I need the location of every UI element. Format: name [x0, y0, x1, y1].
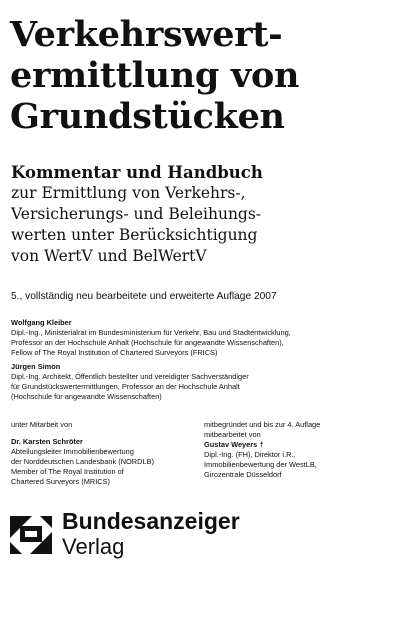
contributor-intro: mitbearbeitet von [204, 430, 261, 439]
contributor-line: Girozentrale Düsseldorf [204, 470, 282, 479]
publisher-subname: Verlag [62, 534, 125, 559]
author-name: Wolfgang Kleiber [11, 318, 72, 327]
main-title [10, 14, 402, 137]
author-credential-line: Dipl.-Ing. Architekt, Öffentlich bestellter und vereidigter Sachverständiger [11, 372, 249, 381]
subtitle-line: werten unter Berücksichtigung [11, 226, 258, 244]
contributor-line: der Norddeutschen Landesbank (NORDLB) [11, 457, 154, 466]
publisher-name: Bundesanzeiger [62, 508, 240, 534]
contributor-left [11, 420, 191, 487]
author-credential-line: Professor an der Hochschule Anhalt (Hochschule für angewandte Wissenschaften), [11, 338, 284, 347]
main-title-line: Verkehrswert- [10, 14, 283, 55]
author-credential-line: für Grundstückswertermittlungen, Professor an der Hochschule Anhalt [11, 382, 240, 391]
contributor-line: Dipl.-Ing. (FH), Direktor i.R., [204, 450, 296, 459]
subtitle [11, 162, 403, 267]
authors-block [11, 318, 403, 402]
bundesanzeiger-logo-icon [8, 512, 54, 558]
main-title-line: Grundstücken [10, 96, 285, 137]
contributor-name: Gustav Weyers † [204, 440, 264, 449]
edition-note: 5., vollständig neu bearbeitete und erweiterte Auflage 2007 [11, 291, 277, 302]
subtitle-line: zur Ermittlung von Verkehrs-, [11, 184, 246, 202]
contributor-line: Member of The Royal Institution of [11, 467, 124, 476]
subtitle-line: von WertV und BelWertV [11, 247, 207, 265]
contributor-intro: mitbegründet und bis zur 4. Auflage [204, 420, 321, 429]
author-credential-line: Fellow of The Royal Institution of Chartered Surveyors (FRICS) [11, 348, 218, 357]
main-title-line: ermittlung von [10, 55, 300, 96]
contributor-name: Dr. Karsten Schröter [11, 437, 83, 446]
contributor-right [204, 420, 404, 480]
subtitle-heading: Kommentar und Handbuch [11, 163, 263, 182]
publisher-block [8, 508, 308, 568]
author-credential-line: Dipl.-Ing., Ministerialrat im Bundesministerium für Verkehr, Bau und Stadtentwicklung, [11, 328, 291, 337]
contributor-intro: unter Mitarbeit von [11, 420, 73, 429]
author-credential-line: (Hochschule für angewandte Wissenschaften) [11, 392, 162, 401]
author-name: Jürgen Simon [11, 362, 61, 371]
subtitle-line: Versicherungs- und Beleihungs- [11, 205, 262, 223]
contributor-line: Abteilungsleiter Immobilienbewertung [11, 447, 134, 456]
contributor-line: Chartered Surveyors (MRICS) [11, 477, 110, 486]
contributor-line: Immobilienbewertung der WestLB, [204, 460, 317, 469]
